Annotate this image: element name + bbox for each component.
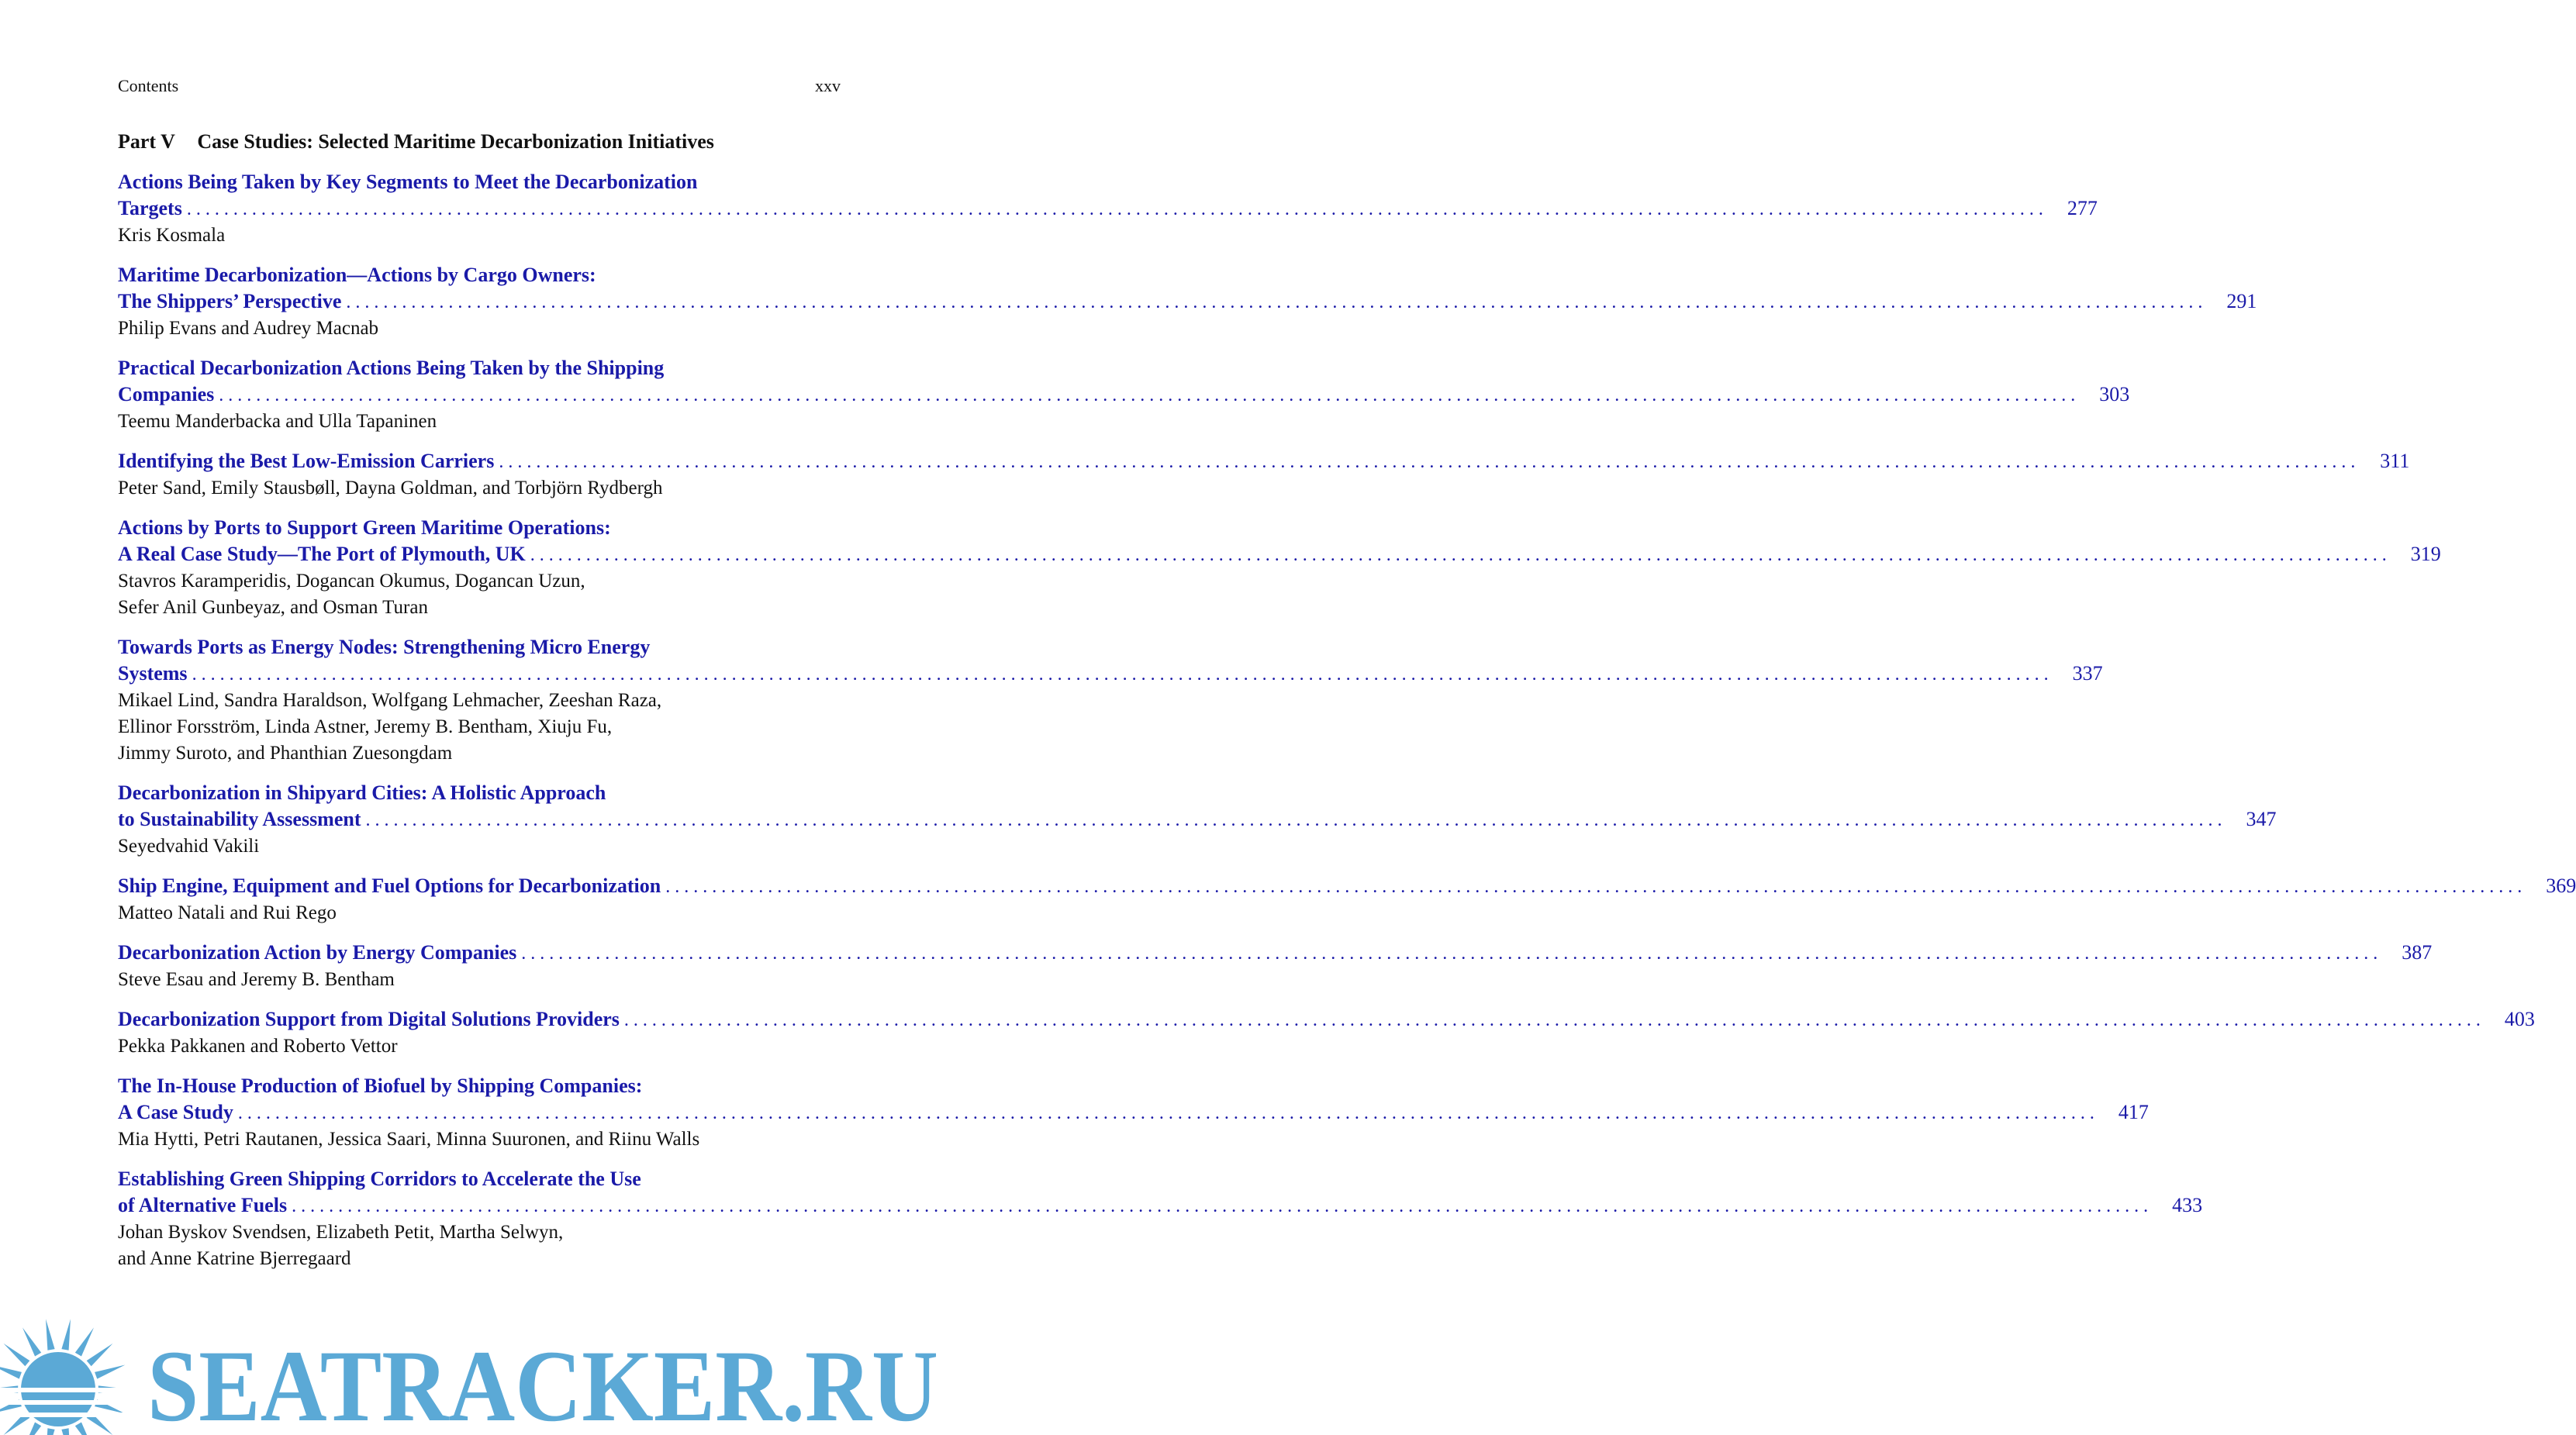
sun-ray — [0, 1365, 22, 1379]
entry-title-tail[interactable]: Companies — [118, 383, 215, 405]
toc-entry[interactable] — [118, 1006, 2535, 1060]
toc-entry[interactable] — [118, 940, 2433, 993]
entry-title-tail[interactable]: Targets — [118, 197, 182, 219]
entry-page-number[interactable]: 403 — [2504, 1008, 2535, 1030]
entry-authors: Johan Byskov Svendsen, Elizabeth Petit, Martha Selwyn, — [118, 1222, 564, 1243]
watermark — [0, 1304, 947, 1435]
entry-title-tail[interactable]: Decarbonization Support from Digital Solutions Providers — [118, 1008, 620, 1030]
entry-authors: Sefer Anil Gunbeyaz, and Osman Turan — [118, 597, 428, 618]
entry-authors: Steve Esau and Jeremy B. Bentham — [118, 969, 395, 990]
entry-title-last-line[interactable] — [118, 806, 2277, 833]
part-title: Case Studies: Selected Maritime Decarbonization Initiatives — [197, 130, 714, 153]
entry-title-last-line[interactable] — [118, 873, 2576, 900]
sun-ray — [46, 1428, 55, 1435]
toc-entry[interactable] — [118, 355, 2130, 435]
dot-leader: ........................................................................................................................................................................................................ — [530, 545, 2391, 565]
part-label: Part V — [118, 130, 175, 153]
entry-title-tail[interactable]: to Sustainability Assessment — [118, 808, 361, 830]
entry-page-number[interactable]: 277 — [2067, 197, 2098, 219]
dot-leader: ........................................................................................................................................................................................................ — [665, 877, 2527, 897]
dot-leader: ........................................................................................................................................................................................................ — [623, 1010, 2485, 1030]
entry-title-line[interactable]: Actions Being Taken by Key Segments to Meet the Decarbonization — [118, 171, 698, 193]
dot-leader: ........................................................................................................................................................................................................ — [237, 1103, 2099, 1123]
entry-title-last-line[interactable] — [118, 1006, 2535, 1033]
page-number-roman: xxv — [815, 76, 841, 95]
entry-title-tail[interactable]: Identifying the Best Low-Emission Carriers — [118, 450, 495, 472]
running-header — [118, 76, 841, 96]
entry-title-last-line[interactable] — [118, 195, 2098, 222]
entry-title-tail[interactable]: A Case Study — [118, 1101, 233, 1123]
sun-ray — [75, 1423, 94, 1435]
toc-entry[interactable] — [118, 262, 2257, 342]
entry-authors: Peter Sand, Emily Stausbøll, Dayna Goldman, and Torbjörn Rydbergh — [118, 478, 663, 498]
toc-entry[interactable] — [118, 780, 2277, 860]
entry-page-number[interactable]: 311 — [2380, 450, 2410, 472]
entry-page-number[interactable]: 417 — [2118, 1101, 2149, 1123]
entry-page-number[interactable]: 369 — [2546, 874, 2576, 897]
entry-authors: Matteo Natali and Rui Rego — [118, 902, 337, 923]
entry-title-line[interactable]: Towards Ports as Energy Nodes: Strengthening Micro Energy — [118, 636, 651, 658]
entry-title-last-line[interactable] — [118, 661, 2103, 688]
entry-title-tail[interactable]: Systems — [118, 662, 188, 685]
entry-title-line[interactable]: Practical Decarbonization Actions Being Taken by the Shipping — [118, 357, 665, 379]
dot-leader: ........................................................................................................................................................................................................ — [186, 199, 2048, 219]
toc-entry[interactable] — [118, 634, 2103, 767]
sun-ray — [4, 1344, 30, 1366]
entry-authors: Pekka Pakkanen and Roberto Vettor — [118, 1036, 398, 1057]
entry-title-last-line[interactable] — [118, 541, 2441, 568]
sun-ray — [61, 1319, 71, 1350]
entry-authors: Stavros Karamperidis, Dogancan Okumus, Dogancan Uzun, — [118, 571, 585, 592]
entry-title-tail[interactable]: Ship Engine, Equipment and Fuel Options for Decarbonization — [118, 874, 661, 897]
dot-leader: ........................................................................................................................................................................................................ — [292, 1196, 2153, 1216]
entry-title-line[interactable]: The In-House Production of Biofuel by Shipping Companies: — [118, 1075, 643, 1097]
dot-leader: ........................................................................................................................................................................................................ — [521, 943, 2383, 964]
table-of-contents — [118, 169, 2576, 1285]
entry-title-last-line[interactable] — [118, 448, 2410, 475]
dot-leader: ........................................................................................................................................................................................................ — [365, 810, 2227, 830]
toc-entry[interactable] — [118, 515, 2441, 621]
sun-ray — [87, 1344, 113, 1366]
entry-authors: Jimmy Suroto, and Phanthian Zuesongdam — [118, 743, 453, 764]
dot-leader: ........................................................................................................................................................................................................ — [219, 385, 2080, 405]
entry-title-tail[interactable]: of Alternative Fuels — [118, 1194, 288, 1216]
entry-authors: Mikael Lind, Sandra Haraldson, Wolfgang Lehmacher, Zeeshan Raza, — [118, 690, 662, 711]
entry-title-tail[interactable]: Decarbonization Action by Energy Companies — [118, 941, 517, 964]
toc-entry[interactable] — [118, 1073, 2149, 1153]
entry-title-last-line[interactable] — [118, 1192, 2203, 1219]
entry-title-last-line[interactable] — [118, 381, 2130, 409]
dot-leader: ........................................................................................................................................................................................................ — [346, 292, 2208, 312]
entry-page-number[interactable]: 303 — [2099, 383, 2130, 405]
entry-title-line[interactable]: Decarbonization in Shipyard Cities: A Holistic Approach — [118, 781, 606, 804]
entry-page-number[interactable]: 347 — [2246, 808, 2277, 830]
entry-title-line[interactable]: Maritime Decarbonization—Actions by Cargo Owners: — [118, 264, 596, 286]
toc-entry[interactable] — [118, 448, 2410, 502]
entry-page-number[interactable]: 337 — [2072, 662, 2103, 685]
entry-title-line[interactable]: Actions by Ports to Support Green Maritime Operations: — [118, 516, 611, 539]
running-header-left: Contents — [118, 76, 179, 95]
toc-entry[interactable] — [118, 169, 2098, 249]
sun-ray — [46, 1319, 55, 1350]
entry-authors: Ellinor Forsström, Linda Astner, Jeremy B. Bentham, Xiuju Fu, — [118, 716, 613, 737]
entry-authors: and Anne Katrine Bjerregaard — [118, 1248, 351, 1269]
part-heading — [118, 130, 714, 154]
entry-title-last-line[interactable] — [118, 1099, 2149, 1126]
entry-authors: Philip Evans and Audrey Macnab — [118, 318, 379, 339]
entry-page-number[interactable]: 291 — [2226, 290, 2257, 312]
entry-authors: Mia Hytti, Petri Rautanen, Jessica Saari, Minna Suuronen, and Riinu Walls — [118, 1129, 700, 1150]
dot-leader: ........................................................................................................................................................................................................ — [192, 664, 2053, 685]
dot-leader: ........................................................................................................................................................................................................ — [499, 452, 2360, 472]
entry-title-tail[interactable]: The Shippers’ Perspective — [118, 290, 342, 312]
toc-entry[interactable] — [118, 873, 2576, 926]
sun-logo-icon — [0, 1319, 132, 1435]
entry-title-line[interactable]: Establishing Green Shipping Corridors to Accelerate the Use — [118, 1168, 641, 1190]
entry-title-tail[interactable]: A Real Case Study—The Port of Plymouth, UK — [118, 543, 526, 565]
toc-entry[interactable] — [118, 1166, 2203, 1272]
entry-title-last-line[interactable] — [118, 288, 2257, 316]
entry-authors: Kris Kosmala — [118, 225, 226, 246]
entry-authors: Seyedvahid Vakili — [118, 836, 260, 857]
sun-ray — [75, 1327, 94, 1356]
entry-title-last-line[interactable] — [118, 940, 2433, 967]
sun-ray — [95, 1365, 125, 1379]
entry-authors: Teemu Manderbacka and Ulla Tapaninen — [118, 411, 437, 432]
sun-ray — [22, 1327, 41, 1356]
sun-ray — [61, 1428, 71, 1435]
entry-page-number[interactable]: 433 — [2172, 1194, 2203, 1216]
entry-page-number[interactable]: 319 — [2410, 543, 2441, 565]
sun-ray — [22, 1423, 41, 1435]
entry-page-number[interactable]: 387 — [2402, 941, 2433, 964]
watermark-text: SEATRACKER.RU — [147, 1329, 938, 1435]
